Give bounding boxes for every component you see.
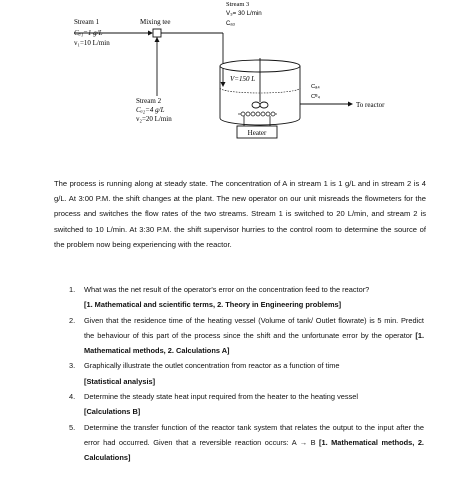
question-item [54, 282, 424, 313]
question-list [54, 282, 424, 466]
question-tag: [1. Mathematical and scientific terms, 2. Theory in Engineering problems] [84, 300, 342, 310]
stream2-conc: Cₐ₂=4 g/L [136, 106, 165, 114]
question-number: 5. [69, 422, 76, 432]
stream3-arrow [221, 82, 226, 87]
tank-conc-a: Cₐ₄ [311, 84, 320, 90]
stream1-title: Stream 1 [74, 18, 100, 26]
to-reactor-label: To reactor [356, 101, 385, 109]
stream1-flow: v₁=10 L/min [74, 39, 110, 47]
process-diagram [0, 0, 473, 170]
stream2-flow: v₂=20 L/min [136, 115, 172, 123]
question-text: What was the net result of the operator's error on the concentration feed to the reactor? [84, 285, 370, 294]
question-text: Determine the steady state heat input required from the heater to the heating vessel [84, 392, 359, 402]
heating-coil-icon [238, 112, 277, 116]
stream3-flow: V₃= 30 L/min [226, 10, 262, 17]
problem-statement: The process is running along at steady state. The concentration of A in stream 1 is 1 g/L and in stream 2 is 4 g/L. At 3:00 P.M. the shift changes at the plant. The new operator on our unit misreads the flowmeters for the process and switches the flow rates of the two streams. Stream 1 is switched to 20 L/min, and stream 2 is switched to 10 L/min. At 3:30 P.M. the shift supervisor hurries to the control room to determine the source of the problem now being experiencing with the reactor. [54, 179, 426, 249]
stream2-arrow [155, 37, 160, 42]
stream1-arrow [148, 31, 153, 36]
question-text: Determine the transfer function of the reactor tank system that relates the output to the input after the error had occurred. Given that a reversible reaction occurs: A → B [84, 422, 424, 447]
mixing-tee [153, 29, 161, 37]
question-tag: [1. Mathematical methods, 2. Calculations A] [84, 330, 424, 356]
tank-volume-label: V=150 L [230, 75, 256, 83]
stream3-conc: Cₐ₃ [226, 21, 236, 27]
question-item [54, 420, 424, 466]
stream3-title: Stream 3 [226, 1, 250, 8]
outlet-arrow [348, 102, 353, 107]
question-tag: [Calculations B] [84, 407, 141, 417]
question-number: 3. [69, 361, 76, 371]
question-number: 2. [69, 315, 76, 325]
question-item [54, 389, 424, 420]
mixing-tee-label: Mixing tee [140, 18, 171, 26]
heater-label: Heater [247, 129, 267, 137]
stream2-title: Stream 2 [136, 97, 162, 105]
question-item [54, 313, 424, 359]
question-tag: [1. Mathematical methods, 2. Calculations] [84, 437, 424, 463]
question-item [54, 358, 424, 389]
question-number: 4. [69, 392, 76, 402]
tank-conc-b: Cᴮ₄ [311, 94, 320, 100]
stream1-conc: Cₐ₁=1 g/L [74, 29, 103, 37]
question-text: Given that the residence time of the heating vessel (Volume of tank/ Outlet flowrate) is 5 min. Predict the behaviour of this part of the process since the shift and the unfortunate error by the operator [84, 315, 424, 340]
question-text: Graphically illustrate the outlet concentration from reactor as a function of time [84, 361, 340, 371]
question-tag: [Statistical analysis] [84, 376, 156, 386]
stirrer-icon [252, 102, 268, 108]
question-number: 1. [69, 285, 76, 294]
